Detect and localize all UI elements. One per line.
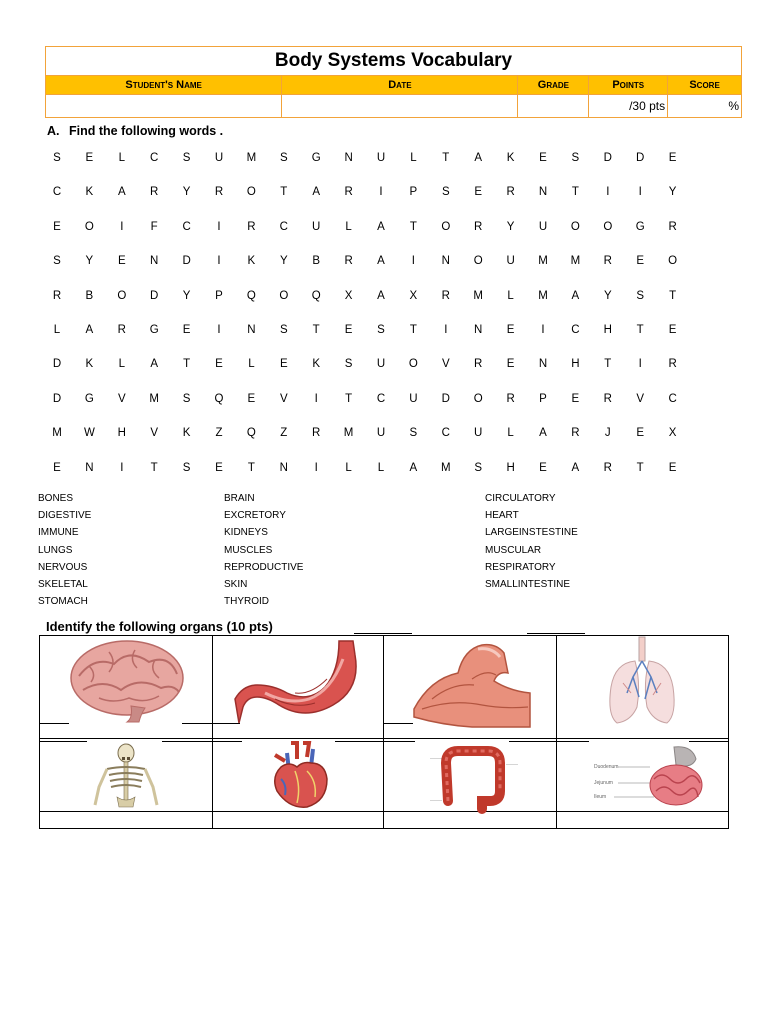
grid-letter[interactable]: E: [182, 324, 191, 336]
brain-image: [69, 638, 185, 724]
grid-letter[interactable]: S: [279, 324, 288, 336]
grid-letter[interactable]: T: [636, 324, 644, 336]
grid-letter[interactable]: L: [345, 461, 352, 474]
svg-text:———: ———: [506, 761, 518, 766]
grid-letter[interactable]: A: [539, 427, 547, 440]
grid-letter[interactable]: Q: [214, 392, 224, 405]
grid-letter[interactable]: V: [117, 392, 126, 405]
grid-letter[interactable]: E: [85, 152, 94, 164]
word-list-item: CIRCULATORY: [485, 493, 556, 504]
grid-letter[interactable]: A: [571, 289, 580, 302]
grid-letter[interactable]: D: [441, 392, 450, 405]
grid-letter[interactable]: D: [636, 152, 645, 164]
grid-letter[interactable]: N: [474, 324, 483, 336]
grid-letter[interactable]: R: [474, 220, 483, 233]
grid-letter[interactable]: M: [441, 461, 451, 474]
grade-header: Grade: [518, 76, 589, 95]
grid-letter[interactable]: S: [182, 461, 191, 474]
grid-letter[interactable]: M: [570, 255, 581, 268]
word-list-item: MUSCULAR: [485, 544, 542, 556]
grid-letter[interactable]: W: [83, 427, 95, 440]
grid-letter[interactable]: G: [635, 220, 645, 233]
grid-letter[interactable]: L: [118, 152, 125, 164]
grid-letter[interactable]: A: [377, 220, 385, 233]
grid-letter[interactable]: N: [344, 152, 353, 164]
grid-letter[interactable]: R: [214, 186, 224, 199]
grid-letter[interactable]: C: [376, 392, 386, 405]
grid-letter[interactable]: T: [247, 461, 255, 474]
grid-letter[interactable]: U: [409, 392, 418, 405]
grid-row: [40, 255, 700, 275]
grid-letter[interactable]: V: [279, 392, 288, 405]
grid-letter[interactable]: K: [182, 427, 191, 440]
grid-letter[interactable]: Y: [279, 255, 288, 268]
grid-letter[interactable]: D: [52, 392, 62, 405]
grid-letter[interactable]: E: [506, 358, 515, 371]
answer-blank[interactable]: [383, 723, 413, 724]
grid-letter[interactable]: S: [279, 152, 288, 164]
section-a-heading: [47, 124, 223, 138]
grid-letter[interactable]: N: [538, 358, 548, 371]
grid-letter[interactable]: E: [668, 152, 677, 164]
grid-letter[interactable]: K: [85, 186, 94, 199]
grid-letter[interactable]: M: [538, 289, 548, 302]
svg-text:———: ———: [430, 797, 442, 802]
grid-letter[interactable]: R: [474, 358, 483, 371]
word-list-item: BRAIN: [224, 493, 255, 504]
grid-letter[interactable]: C: [279, 220, 288, 233]
grid-letter[interactable]: H: [571, 358, 580, 371]
grid-letter[interactable]: R: [441, 289, 450, 302]
grid-letter[interactable]: S: [344, 358, 353, 371]
grid-letter[interactable]: E: [215, 461, 223, 474]
grid-row: [40, 324, 700, 344]
grid-letter[interactable]: E: [344, 324, 353, 336]
grid-letter[interactable]: O: [84, 220, 94, 233]
arm-muscle-image: [412, 639, 530, 727]
grid-letter[interactable]: O: [473, 255, 483, 268]
word-list-item: STOMACH: [38, 596, 88, 608]
word-list-item: EXCRETORY: [224, 510, 286, 522]
grid-letter[interactable]: Q: [246, 427, 256, 440]
organ-table: [39, 635, 729, 829]
grid-letter[interactable]: I: [217, 255, 221, 268]
grid-letter[interactable]: E: [571, 392, 580, 405]
grid-letter[interactable]: Y: [506, 220, 515, 233]
grid-letter[interactable]: Z: [280, 427, 288, 440]
grid-letter[interactable]: T: [150, 461, 158, 474]
grid-letter[interactable]: T: [409, 220, 417, 233]
grid-letter[interactable]: C: [150, 152, 159, 164]
word-list-item: DIGESTIVE: [38, 510, 92, 522]
grid-letter[interactable]: X: [344, 289, 353, 302]
grid-letter[interactable]: V: [150, 427, 159, 440]
grid-letter[interactable]: E: [215, 358, 223, 371]
grid-letter[interactable]: E: [53, 220, 61, 233]
grid-letter[interactable]: T: [442, 152, 450, 164]
grid-letter[interactable]: L: [53, 324, 61, 336]
duodenum-label: Duodenum: [594, 764, 619, 770]
grid-letter[interactable]: R: [603, 392, 612, 405]
grid-letter[interactable]: N: [150, 255, 159, 268]
grid-letter[interactable]: T: [636, 461, 644, 474]
grid-letter[interactable]: V: [441, 358, 450, 371]
grid-letter[interactable]: T: [571, 186, 579, 199]
grid-letter[interactable]: S: [53, 255, 61, 268]
grid-letter[interactable]: C: [668, 392, 677, 405]
grid-letter[interactable]: A: [85, 324, 94, 336]
header-table: [45, 46, 742, 118]
grid-letter[interactable]: D: [182, 255, 191, 268]
grid-letter[interactable]: R: [150, 186, 159, 199]
grid-letter[interactable]: I: [314, 461, 318, 474]
grid-letter[interactable]: U: [538, 220, 548, 233]
grid-letter[interactable]: J: [604, 427, 611, 440]
grid-letter[interactable]: E: [279, 358, 288, 371]
grid-letter[interactable]: O: [668, 255, 678, 268]
word-list-item: RESPIRATORY: [485, 561, 556, 573]
grid-letter[interactable]: R: [344, 255, 353, 268]
grid-letter[interactable]: R: [603, 255, 612, 268]
word-list-item: NERVOUS: [38, 561, 88, 573]
page-title: Body Systems Vocabulary: [46, 47, 742, 76]
grid-letter[interactable]: Y: [85, 255, 94, 268]
grid-letter[interactable]: H: [117, 427, 126, 440]
grid-letter[interactable]: M: [473, 289, 483, 302]
grid-letter[interactable]: I: [444, 324, 448, 336]
answer-blank[interactable]: [335, 741, 415, 742]
grid-letter[interactable]: O: [570, 220, 580, 233]
grid-letter[interactable]: N: [279, 461, 288, 474]
grid-row: [40, 290, 700, 310]
grid-letter[interactable]: T: [183, 358, 191, 371]
grid-letter[interactable]: S: [571, 152, 580, 164]
grid-letter[interactable]: E: [539, 461, 547, 474]
grid-letter[interactable]: M: [538, 255, 548, 268]
grid-letter[interactable]: C: [441, 427, 450, 440]
stomach-image: [235, 639, 365, 723]
grid-letter[interactable]: E: [474, 186, 483, 199]
grid-letter[interactable]: M: [343, 427, 354, 440]
grid-letter[interactable]: E: [636, 427, 645, 440]
word-list-item: MUSCLES: [224, 544, 273, 556]
grid-letter[interactable]: O: [117, 289, 127, 302]
grid-letter[interactable]: S: [182, 392, 191, 405]
grid-letter[interactable]: S: [53, 152, 61, 164]
grid-letter[interactable]: Z: [215, 427, 223, 440]
grid-letter[interactable]: G: [311, 152, 321, 164]
grid-letter[interactable]: O: [603, 220, 613, 233]
grid-letter[interactable]: U: [376, 427, 386, 440]
grid-letter[interactable]: R: [52, 289, 62, 302]
grid-letter[interactable]: N: [441, 255, 450, 268]
grid-letter[interactable]: R: [603, 461, 612, 474]
grid-letter[interactable]: I: [314, 392, 318, 405]
answer-blank[interactable]: [509, 741, 589, 742]
grid-letter[interactable]: I: [379, 186, 383, 199]
grid-row: [40, 358, 700, 378]
grid-letter[interactable]: U: [312, 220, 321, 233]
grid-letter[interactable]: E: [506, 324, 515, 336]
grid-letter[interactable]: C: [182, 220, 191, 233]
grid-letter[interactable]: Y: [668, 186, 677, 199]
score-value: %: [668, 95, 742, 118]
grid-letter[interactable]: U: [214, 152, 224, 164]
grid-letter[interactable]: K: [247, 255, 256, 268]
grid-letter[interactable]: G: [149, 324, 159, 336]
grid-letter[interactable]: P: [539, 392, 547, 405]
word-list-item: KIDNEYS: [224, 527, 268, 539]
grid-letter[interactable]: R: [247, 220, 256, 233]
grid-letter[interactable]: I: [541, 324, 545, 336]
grid-letter[interactable]: I: [638, 186, 642, 199]
heart-image: [267, 741, 331, 811]
grid-letter[interactable]: K: [506, 152, 515, 164]
grid-letter[interactable]: E: [636, 255, 645, 268]
grid-letter[interactable]: Y: [182, 186, 191, 199]
points-value: /30 pts: [589, 95, 668, 118]
grid-letter[interactable]: L: [345, 220, 352, 233]
score-header: Score: [668, 76, 742, 95]
grid-letter[interactable]: I: [411, 255, 415, 268]
grid-letter[interactable]: T: [280, 186, 288, 199]
word-list-item: BONES: [38, 493, 74, 504]
grid-letter[interactable]: R: [668, 220, 677, 233]
grid-letter[interactable]: X: [668, 427, 677, 440]
grid-row: [40, 427, 700, 447]
section-b-heading: Identify the following organs (10 pts): [46, 619, 273, 634]
grid-letter[interactable]: P: [409, 186, 418, 199]
student-name-field[interactable]: [46, 95, 282, 118]
grade-field[interactable]: [518, 95, 589, 118]
grid-letter[interactable]: S: [377, 324, 385, 336]
grid-row: [40, 152, 700, 172]
grid-letter[interactable]: P: [215, 289, 223, 302]
grid-letter[interactable]: A: [571, 461, 580, 474]
date-header: Date: [282, 76, 518, 95]
grid-letter[interactable]: A: [150, 358, 159, 371]
grid-letter[interactable]: E: [247, 392, 256, 405]
grid-letter[interactable]: A: [117, 186, 126, 199]
grid-letter[interactable]: C: [52, 186, 62, 199]
grid-letter[interactable]: Y: [182, 289, 191, 302]
word-list-item: LARGEINSTESTINE: [485, 527, 578, 539]
grid-letter[interactable]: U: [376, 358, 386, 371]
grid-letter[interactable]: Y: [603, 289, 612, 302]
grid-letter[interactable]: I: [606, 186, 610, 199]
grid-letter[interactable]: B: [85, 289, 94, 302]
answer-blank[interactable]: [39, 723, 69, 724]
grid-letter[interactable]: M: [149, 392, 159, 405]
grid-letter[interactable]: O: [441, 220, 451, 233]
word-list-item: IMMUNE: [38, 527, 79, 539]
grid-letter[interactable]: E: [117, 255, 126, 268]
answer-blank[interactable]: [354, 633, 412, 634]
grid-letter[interactable]: U: [376, 152, 386, 164]
grid-letter[interactable]: S: [474, 461, 483, 474]
grid-letter[interactable]: L: [507, 289, 514, 302]
grid-letter[interactable]: O: [279, 289, 289, 302]
grid-letter[interactable]: A: [312, 186, 321, 199]
word-list-item: LUNGS: [38, 544, 73, 556]
grid-letter[interactable]: K: [312, 358, 321, 371]
grid-letter[interactable]: C: [571, 324, 580, 336]
grid-letter[interactable]: G: [84, 392, 94, 405]
grid-letter[interactable]: R: [571, 427, 580, 440]
word-list-item: REPRODUCTIVE: [224, 561, 304, 573]
grid-letter[interactable]: Q: [311, 289, 321, 302]
grid-letter[interactable]: S: [182, 152, 191, 164]
grid-letter[interactable]: T: [669, 289, 677, 302]
grid-letter[interactable]: H: [603, 324, 612, 336]
grid-letter[interactable]: L: [377, 461, 385, 474]
grid-letter[interactable]: R: [344, 186, 353, 199]
student-name-header: Student's Name: [46, 76, 282, 95]
grid-letter[interactable]: K: [85, 358, 94, 371]
grid-letter[interactable]: I: [217, 324, 221, 336]
grid-letter[interactable]: R: [312, 427, 321, 440]
grid-letter[interactable]: N: [538, 186, 548, 199]
small-intestine-image: [592, 743, 712, 809]
grid-letter[interactable]: I: [120, 461, 124, 474]
grid-letter[interactable]: E: [539, 152, 547, 164]
grid-letter[interactable]: A: [474, 152, 483, 164]
grid-letter[interactable]: L: [507, 427, 514, 440]
grid-letter[interactable]: I: [217, 220, 221, 233]
date-field[interactable]: [282, 95, 518, 118]
grid-letter[interactable]: V: [636, 392, 645, 405]
grid-letter[interactable]: T: [312, 324, 320, 336]
grid-letter[interactable]: I: [120, 220, 124, 233]
word-list-item: THYROID: [224, 596, 269, 608]
grid-letter[interactable]: D: [150, 289, 159, 302]
section-a-label: A.: [47, 124, 60, 138]
grid-letter[interactable]: T: [409, 324, 417, 336]
grid-letter[interactable]: I: [638, 358, 642, 371]
grid-letter[interactable]: O: [473, 392, 483, 405]
grid-letter[interactable]: O: [408, 358, 418, 371]
grid-letter[interactable]: A: [377, 289, 385, 302]
grid-letter[interactable]: L: [118, 358, 125, 371]
grid-letter[interactable]: F: [150, 220, 158, 233]
grid-letter[interactable]: M: [52, 427, 62, 440]
points-header: Points: [589, 76, 668, 95]
grid-row: [40, 186, 700, 206]
large-intestine-image: [430, 741, 516, 811]
word-list-item: HEART: [485, 510, 519, 522]
grid-letter[interactable]: R: [506, 186, 515, 199]
grid-row: [40, 393, 700, 413]
answer-blank[interactable]: [182, 723, 240, 724]
grid-row: [40, 221, 700, 241]
grid-letter[interactable]: L: [248, 358, 255, 371]
grid-letter[interactable]: H: [506, 461, 515, 474]
grid-letter[interactable]: D: [52, 358, 62, 371]
grid-letter[interactable]: R: [506, 392, 515, 405]
answer-blank[interactable]: [689, 741, 729, 742]
grid-letter[interactable]: U: [474, 427, 483, 440]
word-list-item: SKIN: [224, 579, 248, 590]
answer-blank[interactable]: [39, 741, 87, 742]
grid-letter[interactable]: S: [636, 289, 645, 302]
jejunum-label: Jejunum: [594, 780, 613, 786]
grid-letter[interactable]: Q: [246, 289, 256, 302]
grid-letter[interactable]: T: [345, 392, 353, 405]
grid-row: [40, 462, 700, 482]
grid-letter[interactable]: N: [85, 461, 94, 474]
grid-letter[interactable]: A: [409, 461, 418, 474]
section-a-text: Find the following words .: [69, 124, 224, 138]
grid-letter[interactable]: U: [506, 255, 515, 268]
grid-letter[interactable]: D: [603, 152, 612, 164]
grid-letter[interactable]: R: [117, 324, 126, 336]
grid-letter[interactable]: T: [604, 358, 612, 371]
grid-letter[interactable]: L: [410, 152, 417, 164]
grid-letter[interactable]: R: [668, 358, 677, 371]
lungs-image: [605, 637, 679, 725]
grid-letter[interactable]: E: [53, 461, 61, 474]
grid-letter[interactable]: S: [409, 427, 418, 440]
grid-letter[interactable]: N: [247, 324, 256, 336]
word-list-item: SMALLINTESTINE: [485, 579, 571, 590]
skeleton-image: [89, 743, 163, 809]
answer-blank[interactable]: [162, 741, 242, 742]
word-list-item: SKELETAL: [38, 579, 88, 590]
grid-letter[interactable]: S: [441, 186, 450, 199]
grid-letter[interactable]: O: [246, 186, 256, 199]
ileum-label: Ileum: [594, 794, 607, 800]
grid-letter[interactable]: X: [409, 289, 418, 302]
grid-letter[interactable]: A: [377, 255, 385, 268]
svg-text:———: ———: [430, 755, 442, 760]
grid-letter[interactable]: E: [668, 461, 677, 474]
grid-letter[interactable]: M: [246, 152, 257, 164]
grid-letter[interactable]: B: [312, 255, 321, 268]
grid-letter[interactable]: E: [668, 324, 677, 336]
answer-blank[interactable]: [527, 633, 585, 634]
